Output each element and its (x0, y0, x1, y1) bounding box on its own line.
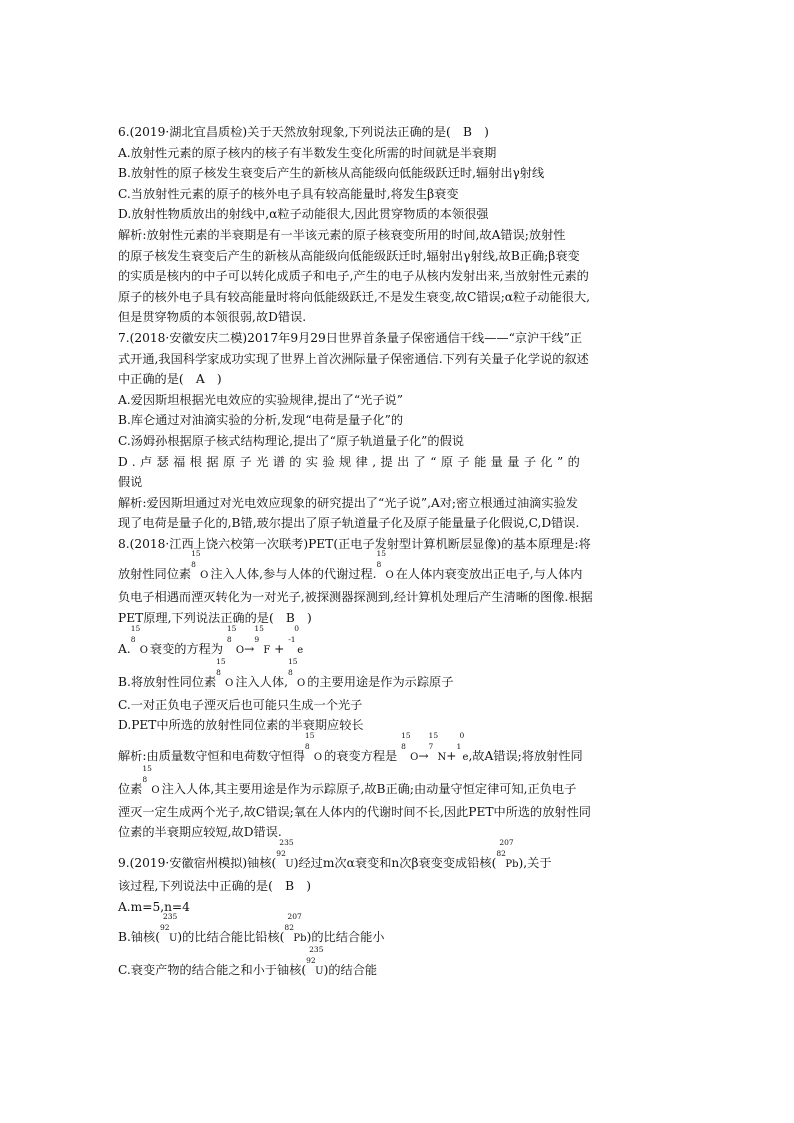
nuclide-positron: 0 1 e (456, 730, 469, 763)
q7-analysis-line: 现了电荷是量子化的,B错,玻尔提出了原子轨道量子化及原子能量量子化假说,C,D错误. (118, 516, 580, 531)
q8-option-d: D.PET中所选的放射性同位素的半衰期应较长 (118, 718, 364, 733)
nuclide-o15: 15 8 O (142, 763, 160, 796)
nuclide-o15: 15 8 O (304, 730, 323, 763)
nuclide-u235: 235 92 U (306, 945, 324, 978)
q9-option-b: B.铀核( 235 92 U)的比结合能比铅核( 207 82 Pb)的比结合能小 (118, 926, 678, 950)
q8-option-a: A. 15 8 O 衰变的方程为 15 8 O→ 15 9 F + 0 -1 e (118, 638, 678, 662)
q8-analysis-line: 解析:由质量数守恒和电荷数守恒得 15 8 O 的衰变方程是 15 8 O→ 15 7 N+ 0 1 e,故A错误;将放射性同 (118, 745, 678, 769)
q6-analysis-line: 的实质是核内的中子可以转化成质子和电子,产生的电子从核内发射出来,当放射性元素的 (118, 269, 589, 284)
nuclide-n15: 15 7 N (428, 730, 447, 763)
q9-stem-line: 9.(2019·安徽宿州模拟)铀核( 235 92 U)经过m次α衰变和n次β衰变变成铅核( 207 82 Pb),关于 (118, 852, 678, 876)
q6-option-a: A.放射性元素的原子核内的核子有半数发生变化所需的时间就是半衰期 (118, 145, 497, 160)
q8-analysis-line: 位素 15 8 O 注入人体,其主要用途是作为示踪原子,故B正确;由动量守恒定律可知,正负电子 (118, 778, 678, 802)
q7-option-d: D.卢瑟福根据原子光谱的实验规律,提出了“原子能量量子化”的 (118, 454, 585, 469)
q8-stem-line: PET原理,下列说法正确的是( B ) (118, 611, 312, 626)
nuclide-o15: 15 8 O (401, 730, 419, 763)
nuclide-o15: 15 8 O (376, 549, 394, 582)
nuclide-o15: 15 8 O (191, 549, 209, 582)
question-7 (118, 328, 678, 534)
q6-analysis-line: 原子的核外电子具有较高能量时将向低能级跃迁,不是发生衰变,故C错误;α粒子动能很大, (118, 289, 591, 304)
q7-analysis-line: 解析:爱因斯坦通过对光电效应现象的研究提出了“光子说”,A对;密立根通过油滴实验发 (118, 495, 578, 510)
arrow-symbol: → (418, 748, 429, 763)
q6-option-b: B.放射性的原子核发生衰变后产生的新核从高能级向低能级跃迁时,辐射出γ射线 (118, 166, 545, 181)
nuclide-f15: 15 9 F (254, 623, 271, 656)
q9-option-a: A.m=5,n=4 (118, 899, 190, 914)
nuclide-u235: 235 92 U (276, 838, 294, 871)
question-8 (118, 534, 678, 843)
plus-symbol: + (274, 641, 285, 656)
q7-option-a: A.爱因斯坦根据光电效应的实验规律,提出了“光子说” (118, 392, 403, 407)
q8-analysis-line: 位素的半衰期应较短,故D错误. (118, 825, 282, 840)
nuclide-o15: 15 8 O (216, 656, 234, 689)
q7-stem-line: 7.(2018·安徽安庆二模)2017年9月29日世界首条量子保密通信干线——“京沪干线”正 (118, 330, 583, 345)
q8-stem-line: 放射性同位素 15 8 O 注入人体,参与人体的代谢过程. 15 8 O 在人体内衰变放出正电子,与人体内 (118, 563, 678, 587)
question-9 (118, 838, 678, 983)
q9-stem-line: 该过程,下列说法中正确的是( B ) (118, 879, 311, 894)
q8-analysis-line: 湮灭一定生成两个光子,故C错误;氧在人体内的代谢时间不长,因此PET中所选的放射性同 (118, 804, 591, 819)
question-6 (118, 122, 678, 328)
q7-option-c: C.汤姆孙根据原子核式结构理论,提出了“原子轨道量子化”的假说 (118, 433, 464, 448)
q7-stem-line: 中正确的是( A ) (118, 372, 222, 387)
q6-stem: 6.(2019·湖北宜昌质检)关于天然放射现象,下列说法正确的是( B ) (118, 125, 489, 139)
q9-option-c: C.衰变产物的结合能之和小于铀核( 235 92 U)的结合能 (118, 959, 678, 983)
q6-option-d: D.放射性物质放出的射线中,α粒子动能很大,因此贯穿物质的本领很强 (118, 207, 489, 222)
arrow-symbol: → (244, 641, 255, 656)
nuclide-o15: 15 8 O (130, 623, 148, 656)
q7-stem-line: 式开通,我国科学家成功实现了世界上首次洲际量子保密通信.下列有关量子化学说的叙述 (118, 351, 589, 366)
q8-stem-line: 8.(2018·江西上饶六校第一次联考)PET(正电子发射型计算机断层显像)的基本原理是:将 (118, 536, 591, 551)
document-page (118, 122, 678, 983)
nuclide-pb207: 207 82 Pb (284, 912, 307, 945)
q7-option-b: B.库仑通过对油滴实验的分析,发现“电荷是量子化”的 (118, 413, 404, 428)
plus-symbol: + (446, 748, 457, 763)
q6-analysis-line: 解析:放射性元素的半衰期是有一半该元素的原子核衰变所用的时间,故A错误;放射性 (118, 227, 566, 242)
q6-option-c: C.当放射性元素的原子的核外电子具有较高能量时,将发生β衰变 (118, 186, 459, 201)
nuclide-o15: 15 8 O (226, 623, 245, 656)
q8-stem-line: 负电子相遇而湮灭转化为一对光子,被探测器探测到,经计算机处理后产生清晰的图像.根据 (118, 590, 593, 605)
q8-option-c: C.一对正负电子湮灭后也可能只生成一个光子 (118, 697, 363, 712)
q7-option-d-cont: 假说 (118, 475, 143, 490)
nuclide-pb207: 207 82 Pb (496, 838, 519, 871)
nuclide-u235: 235 92 U (159, 912, 178, 945)
nuclide-positron: 0 -1 e (288, 623, 304, 656)
q8-option-b: B.将放射性同位素 15 8 O 注入人体, 15 8 O 的主要用途是作为示踪原子 (118, 671, 678, 695)
q6-analysis-line: 的原子核发生衰变后产生的新核从高能级向低能级跃迁时,辐射出γ射线,故B正确;β衰变 (118, 248, 580, 263)
q6-analysis-line: 但是贯穿物质的本领很弱,故D错误. (118, 310, 307, 325)
nuclide-o15: 15 8 O (287, 656, 306, 689)
